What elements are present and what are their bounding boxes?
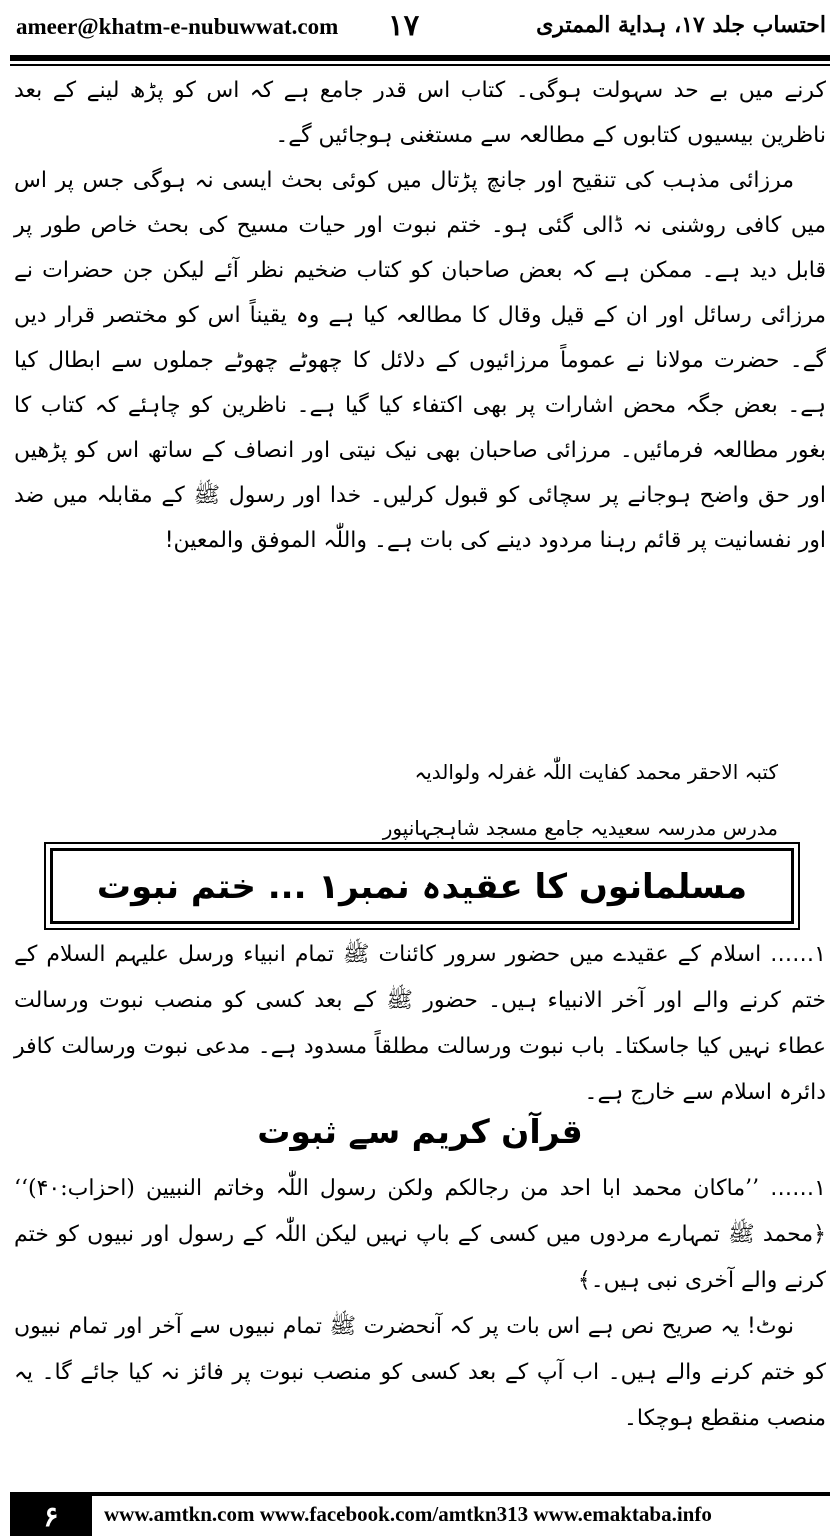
subheading-quran-proof: قرآن کریم سے ثبوت — [257, 1112, 583, 1151]
header-rule-thin — [10, 64, 830, 66]
header-email: ameer@khatm-e-nubuwwat.com — [16, 14, 339, 39]
intro-text — [14, 68, 826, 563]
header-page-number: ۱۷ — [388, 8, 420, 42]
islam-belief-text: اسلام کے عقیدے میں حضور سرور کائنات ﷺ تمام انبیاء ورسل علیہم السلام کے ختم کرنے والے اور آخر الانبیاء ہیں۔ حضور ﷺ کے بعد کسی کو منصب نبوت ورسالت عطاء نہیں کیا جاسکتا۔ باب نبوت ورسالت مطلقاً مسدود ہے۔ مدعی نبوت ورسالت کافر دائرہ اسلام سے خارج ہے۔ — [14, 942, 826, 1105]
note-paragraph: نوٹ! یہ صریح نص ہے اس بات پر کہ آنحضرت ﷺ تمام نبیوں سے آخر اور تمام نبیوں کو ختم کرنے والے ہیں۔ اب آپ کے بعد کسی کو منصب نبوت پر فائز نہ کیا جائے گا۔ یہ منصب منقطع ہوچکا۔ — [14, 1314, 826, 1431]
intro-paragraph-1: کرنے میں بے حد سہولت ہوگی۔ کتاب اس قدر جامع ہے کہ اس کو پڑھ لینے کے بعد ناظرین بیسیوں کتابوں کے مطالعہ سے مستغنی ہوجائیں گے۔ — [14, 78, 826, 148]
signoff-position: مدرس مدرسہ سعیدیہ جامع مسجد شاہجہانپور — [382, 816, 778, 840]
signoff — [383, 744, 778, 856]
item-number: ۱…… — [761, 942, 826, 967]
footer-page-number: ۶ — [10, 1496, 92, 1536]
quran-quote-paragraph — [14, 1166, 826, 1304]
verse-translation: ﴿محمد ﷺ تمہارے مردوں میں کسی کے باپ نہیں لیکن اللّٰہ کے رسول اور نبیوں کو ختم کرنے والے آخری نبی ہیں۔﴾ — [14, 1222, 826, 1293]
footer-rule — [10, 1492, 830, 1496]
boxed-heading-text: مسلمانوں کا عقیدہ نمبر۱ ... ختم نبوت — [96, 866, 748, 907]
page-footer — [0, 1480, 840, 1540]
signoff-author: کتبہ الاحقر محمد کفایت اللّٰہ غفرلہ ولوالدیہ — [414, 760, 778, 784]
footer-urls: www.amtkn.com www.facebook.com/amtkn313 www.emaktaba.info — [104, 1502, 712, 1526]
page-header — [0, 0, 840, 62]
item-number: ۱…… — [759, 1176, 826, 1201]
islam-belief-paragraph — [14, 932, 826, 1116]
islam-belief-section — [14, 932, 826, 1116]
quran-proof-section — [14, 1166, 826, 1442]
intro-paragraph-2: مرزائی مذہب کی تنقیح اور جانچ پڑتال میں کوئی بحث ایسی نہ ہوگی جس پر اس میں کافی روشنی نہ ڈالی گئی ہو۔ ختم نبوت اور حیات مسیح کی بحث خاص طور پر قابل دید ہے۔ ممکن ہے کہ بعض صاحبان کو کتاب ضخیم نظر آئے لیکن جن حضرات نے مرزائی رسائل اور ان کے قیل وقال کا مطالعہ کیا ہے وہ یقیناً اس کو مختصر قرار دیں گے۔ حضرت مولانا نے عموماً مرزائیوں کے دلائل کا چھوٹے چھوٹے جملوں سے ابطال کیا ہے۔ بعض جگہ محض اشارات پر بھی اکتفاء کیا گیا ہے۔ ناظرین کو چاہئے کہ کتاب کا بغور مطالعہ فرمائیں۔ مرزائی صاحبان بھی نیک نیتی اور انصاف کے ساتھ اس کو پڑھیں اور حق واضح ہوجانے پر سچائی کو قبول کرلیں۔ خدا اور رسول ﷺ کے مقابلہ میں ضد اور نفسانیت پر قائم رہنا مردود دینے کی بات ہے۔ واللّٰہ الموفق والمعین! — [14, 168, 826, 553]
boxed-section-heading — [50, 848, 794, 924]
header-book-title: احتساب جلد ۱۷، ہدایة الممتری — [536, 12, 826, 38]
arabic-verse: ’’ماکان محمد ابا احد من رجالکم ولکن رسول اللّٰہ وخاتم النبیین (احزاب:۴۰)‘‘ — [14, 1176, 760, 1201]
header-rule — [10, 55, 830, 61]
